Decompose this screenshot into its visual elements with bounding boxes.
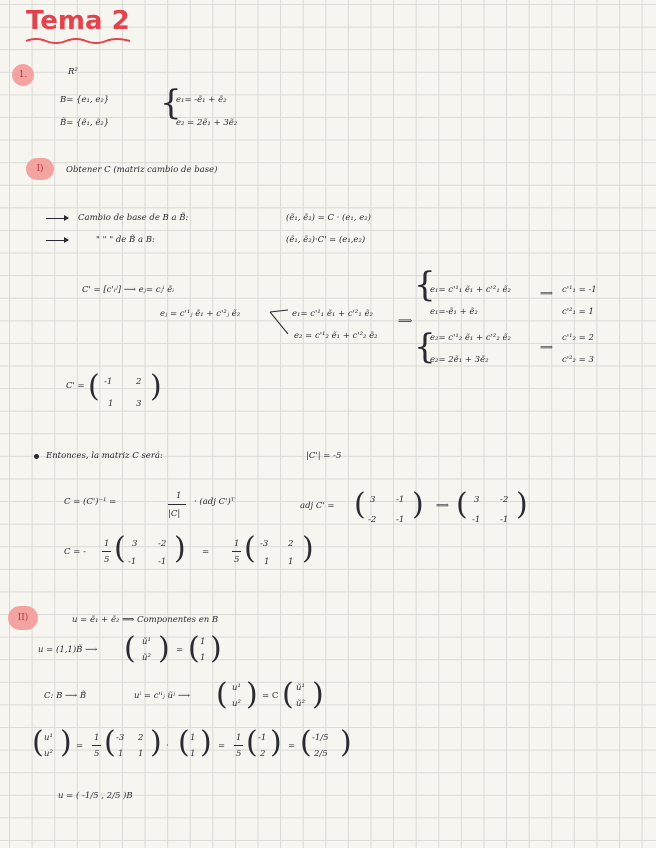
- cm-paren-left: (: [104, 725, 116, 760]
- cambio-eq-1: (ẽ₁, ẽ₂) = C · (e₁, e₂): [286, 213, 371, 223]
- adj-m12: -1: [396, 495, 405, 505]
- uv1-b: ũ²: [142, 653, 151, 663]
- title-underline: [24, 36, 134, 46]
- equals-sign: =: [202, 547, 210, 557]
- cr-paren-left: (: [246, 725, 258, 760]
- cx-paren-right: ): [200, 725, 212, 760]
- marker-1: 1.: [12, 64, 34, 86]
- section-i-heading: Obtener C (matriz cambio de base): [66, 165, 218, 175]
- branch-arrows: [268, 308, 290, 338]
- uv1-paren-left: (: [124, 631, 136, 666]
- cbv2-paren-right: ): [312, 677, 324, 712]
- calc-equals-3: =: [288, 741, 296, 751]
- cr-paren-right: ): [270, 725, 282, 760]
- c-frac1-num: 1: [104, 539, 110, 549]
- cm1-21: -1: [128, 557, 137, 567]
- implies-arrow-2: ⟹: [540, 343, 553, 353]
- adjt-paren-right: ): [516, 487, 528, 522]
- frac-den: |C|: [168, 509, 181, 519]
- entonces-text: Entonces, la matriz C será:: [46, 451, 163, 461]
- cr-b: 2: [260, 749, 266, 759]
- adj-transpose: · (adj C')ᵀ: [194, 497, 235, 507]
- adjt-m12: -2: [500, 495, 509, 505]
- branch-e2: e₂ = c'¹₂ ẽ₁ + c'²₂ ẽ₂: [294, 331, 378, 341]
- cambio-eq-2: (ẽ₁, ẽ₂)·C' = (e₁,e₂): [286, 235, 366, 245]
- cprime-sum: eⱼ = c'¹ⱼ ẽ₁ + c'²ⱼ ẽ₂: [160, 309, 241, 319]
- cm2-12: 2: [288, 539, 294, 549]
- bullet: [34, 454, 39, 459]
- arrow-2: [46, 240, 68, 241]
- frac-bar: [168, 504, 186, 505]
- calc-frac-num: 1: [94, 733, 100, 743]
- branch-e1: e₁= c'¹₁ ẽ₁ + c'²₁ ẽ₂: [292, 309, 373, 319]
- sys1-value: e₁=-ẽ₁ + ẽ₂: [430, 307, 478, 317]
- result-c21: c'²₁ = 1: [562, 307, 594, 317]
- cm1-paren-left: (: [114, 531, 126, 566]
- cr-a: -1: [258, 733, 267, 743]
- cm2-paren-right: ): [302, 531, 314, 566]
- u-line: u = (1,1)B̃ ⟶: [38, 645, 98, 655]
- adj-m22: -1: [396, 515, 405, 525]
- adjt-m21: -1: [472, 515, 481, 525]
- cx-b: 1: [190, 749, 196, 759]
- basis-b: B= {e₁, e₂}: [60, 95, 110, 105]
- c-formula: C = (C')⁻¹ =: [64, 497, 117, 507]
- cm2-22: 1: [288, 557, 294, 567]
- cv-paren-left: (: [32, 725, 44, 760]
- cv-paren-right: ): [60, 725, 72, 760]
- paren-right: ): [150, 369, 162, 404]
- adj-label: adj C' =: [300, 501, 335, 511]
- adj-paren-left: (: [354, 487, 366, 522]
- arrow-1: [46, 218, 68, 219]
- cm1-paren-right: ): [174, 531, 186, 566]
- brace-sys1: {: [414, 265, 436, 305]
- uv1-a: ũ¹: [142, 637, 151, 647]
- basis-b-tilde: B̃= {ẽ₁, ẽ₂}: [60, 118, 110, 128]
- uv1-paren-right: ): [158, 631, 170, 666]
- calc2-frac-bar: [234, 745, 243, 746]
- cf-paren-right: ): [340, 725, 352, 760]
- cbv1-paren-right: ): [246, 677, 258, 712]
- cprime-m21: 1: [108, 399, 114, 409]
- cprime-label: C' =: [66, 381, 85, 391]
- sys2-value: e₂= 2ẽ₁ + 3ẽ₂: [430, 355, 489, 365]
- section-ii-heading: u = ẽ₁ + ẽ₂ ⟹ Componentes en B: [72, 615, 219, 625]
- cm-paren-right: ): [150, 725, 162, 760]
- cbv1-b: u²: [232, 699, 241, 709]
- uv2-paren-left: (: [188, 631, 200, 666]
- cbv2-paren-left: (: [282, 677, 294, 712]
- cm-12: 2: [138, 733, 144, 743]
- marker-II: II): [8, 606, 38, 630]
- change-eq: uⁱ = c'ⁱⱼ ũʲ ⟶: [134, 691, 191, 701]
- adj-m11: 3: [370, 495, 376, 505]
- cm-11: -3: [116, 733, 125, 743]
- uv2-b: 1: [200, 653, 206, 663]
- eq-e1: e₁= -ẽ₁ + ẽ₂: [176, 95, 227, 105]
- calc-frac-den: 5: [94, 749, 100, 759]
- cv-b: u²: [44, 749, 53, 759]
- cm1-11: 3: [132, 539, 138, 549]
- cm-22: 1: [138, 749, 144, 759]
- cx-a: 1: [190, 733, 196, 743]
- adjt-m11: 3: [474, 495, 480, 505]
- sys1-general: e₁= c'¹₁ ẽ₁ + c'²₁ ẽ₂: [430, 285, 511, 295]
- c-final-left: C = -: [64, 547, 86, 557]
- eq-e2: e₂ = 2ẽ₁ + 3ẽ₂: [176, 118, 238, 128]
- cprime-m12: 2: [136, 377, 142, 387]
- sys2-general: e₂= c'¹₂ ẽ₁ + c'²₂ ẽ₂: [430, 333, 511, 343]
- r2-label: R²: [68, 67, 78, 77]
- implies-arrow: ⟹: [398, 316, 413, 327]
- implies-arrow-1: ⟹: [540, 289, 553, 299]
- uv2-a: 1: [200, 637, 206, 647]
- frac-num: 1: [176, 491, 182, 501]
- final-result: u = ( -1/5 , 2/5 )B: [58, 791, 133, 801]
- marker-I: I): [26, 158, 54, 180]
- cambio-line-1: Cambio de base de B a B̃:: [78, 213, 189, 223]
- c-frac1-bar: [102, 551, 111, 552]
- result-c22: c'²₂ = 3: [562, 355, 594, 365]
- calc2-frac-num: 1: [236, 733, 242, 743]
- result-c11: c'¹₁ = -1: [562, 285, 597, 295]
- cm-21: 1: [118, 749, 124, 759]
- adj-paren-right: ): [412, 487, 424, 522]
- paren-left: (: [88, 369, 100, 404]
- cm1-12: -2: [158, 539, 167, 549]
- cbv2-b: ũ²: [296, 699, 305, 709]
- cprime-m22: 3: [136, 399, 142, 409]
- cbv1-a: u¹: [232, 683, 241, 693]
- cambio-line-2: " " " de B̃ a B:: [96, 235, 155, 245]
- change-map: C: B ⟶ B̃: [44, 691, 87, 701]
- cm2-11: -3: [260, 539, 269, 549]
- cbv2-a: ũ¹: [296, 683, 305, 693]
- c-frac2-bar: [232, 551, 241, 552]
- calc-equals-1: =: [76, 741, 84, 751]
- cprime-definition: C' = [c'ᵢʲ] ⟶ eⱼ= cⱼⁱ ẽᵢ: [82, 285, 174, 295]
- cx-paren-left: (: [178, 725, 190, 760]
- cf-paren-left: (: [300, 725, 312, 760]
- u-equals: =: [176, 645, 184, 655]
- c-frac2-den: 5: [234, 555, 240, 565]
- cbv1-paren-left: (: [216, 677, 228, 712]
- adjt-m22: -1: [500, 515, 509, 525]
- calc-frac-bar: [92, 745, 101, 746]
- cf-a: -1/5: [312, 733, 329, 743]
- cm1-22: -1: [158, 557, 167, 567]
- cf-b: 2/5: [314, 749, 328, 759]
- brace-sys2: {: [414, 327, 436, 367]
- uv2-paren-right: ): [210, 631, 222, 666]
- determinant: |C'| = -5: [306, 451, 342, 461]
- calc2-frac-den: 5: [236, 749, 242, 759]
- brace-system: {: [160, 83, 182, 123]
- adjt-paren-left: (: [456, 487, 468, 522]
- cv-a: u¹: [44, 733, 53, 743]
- cm2-21: 1: [264, 557, 270, 567]
- result-c12: c'¹₂ = 2: [562, 333, 594, 343]
- adj-m21: -2: [368, 515, 377, 525]
- cprime-m11: -1: [104, 377, 113, 387]
- cb-equals: = C: [262, 691, 279, 701]
- c-frac1-den: 5: [104, 555, 110, 565]
- implies-arrow-3: ⟹: [436, 501, 449, 511]
- cm2-paren-left: (: [244, 531, 256, 566]
- c-frac2-num: 1: [234, 539, 240, 549]
- calc-dot: ·: [166, 741, 169, 751]
- page-title: Tema 2: [26, 6, 130, 36]
- calc-equals-2: =: [218, 741, 226, 751]
